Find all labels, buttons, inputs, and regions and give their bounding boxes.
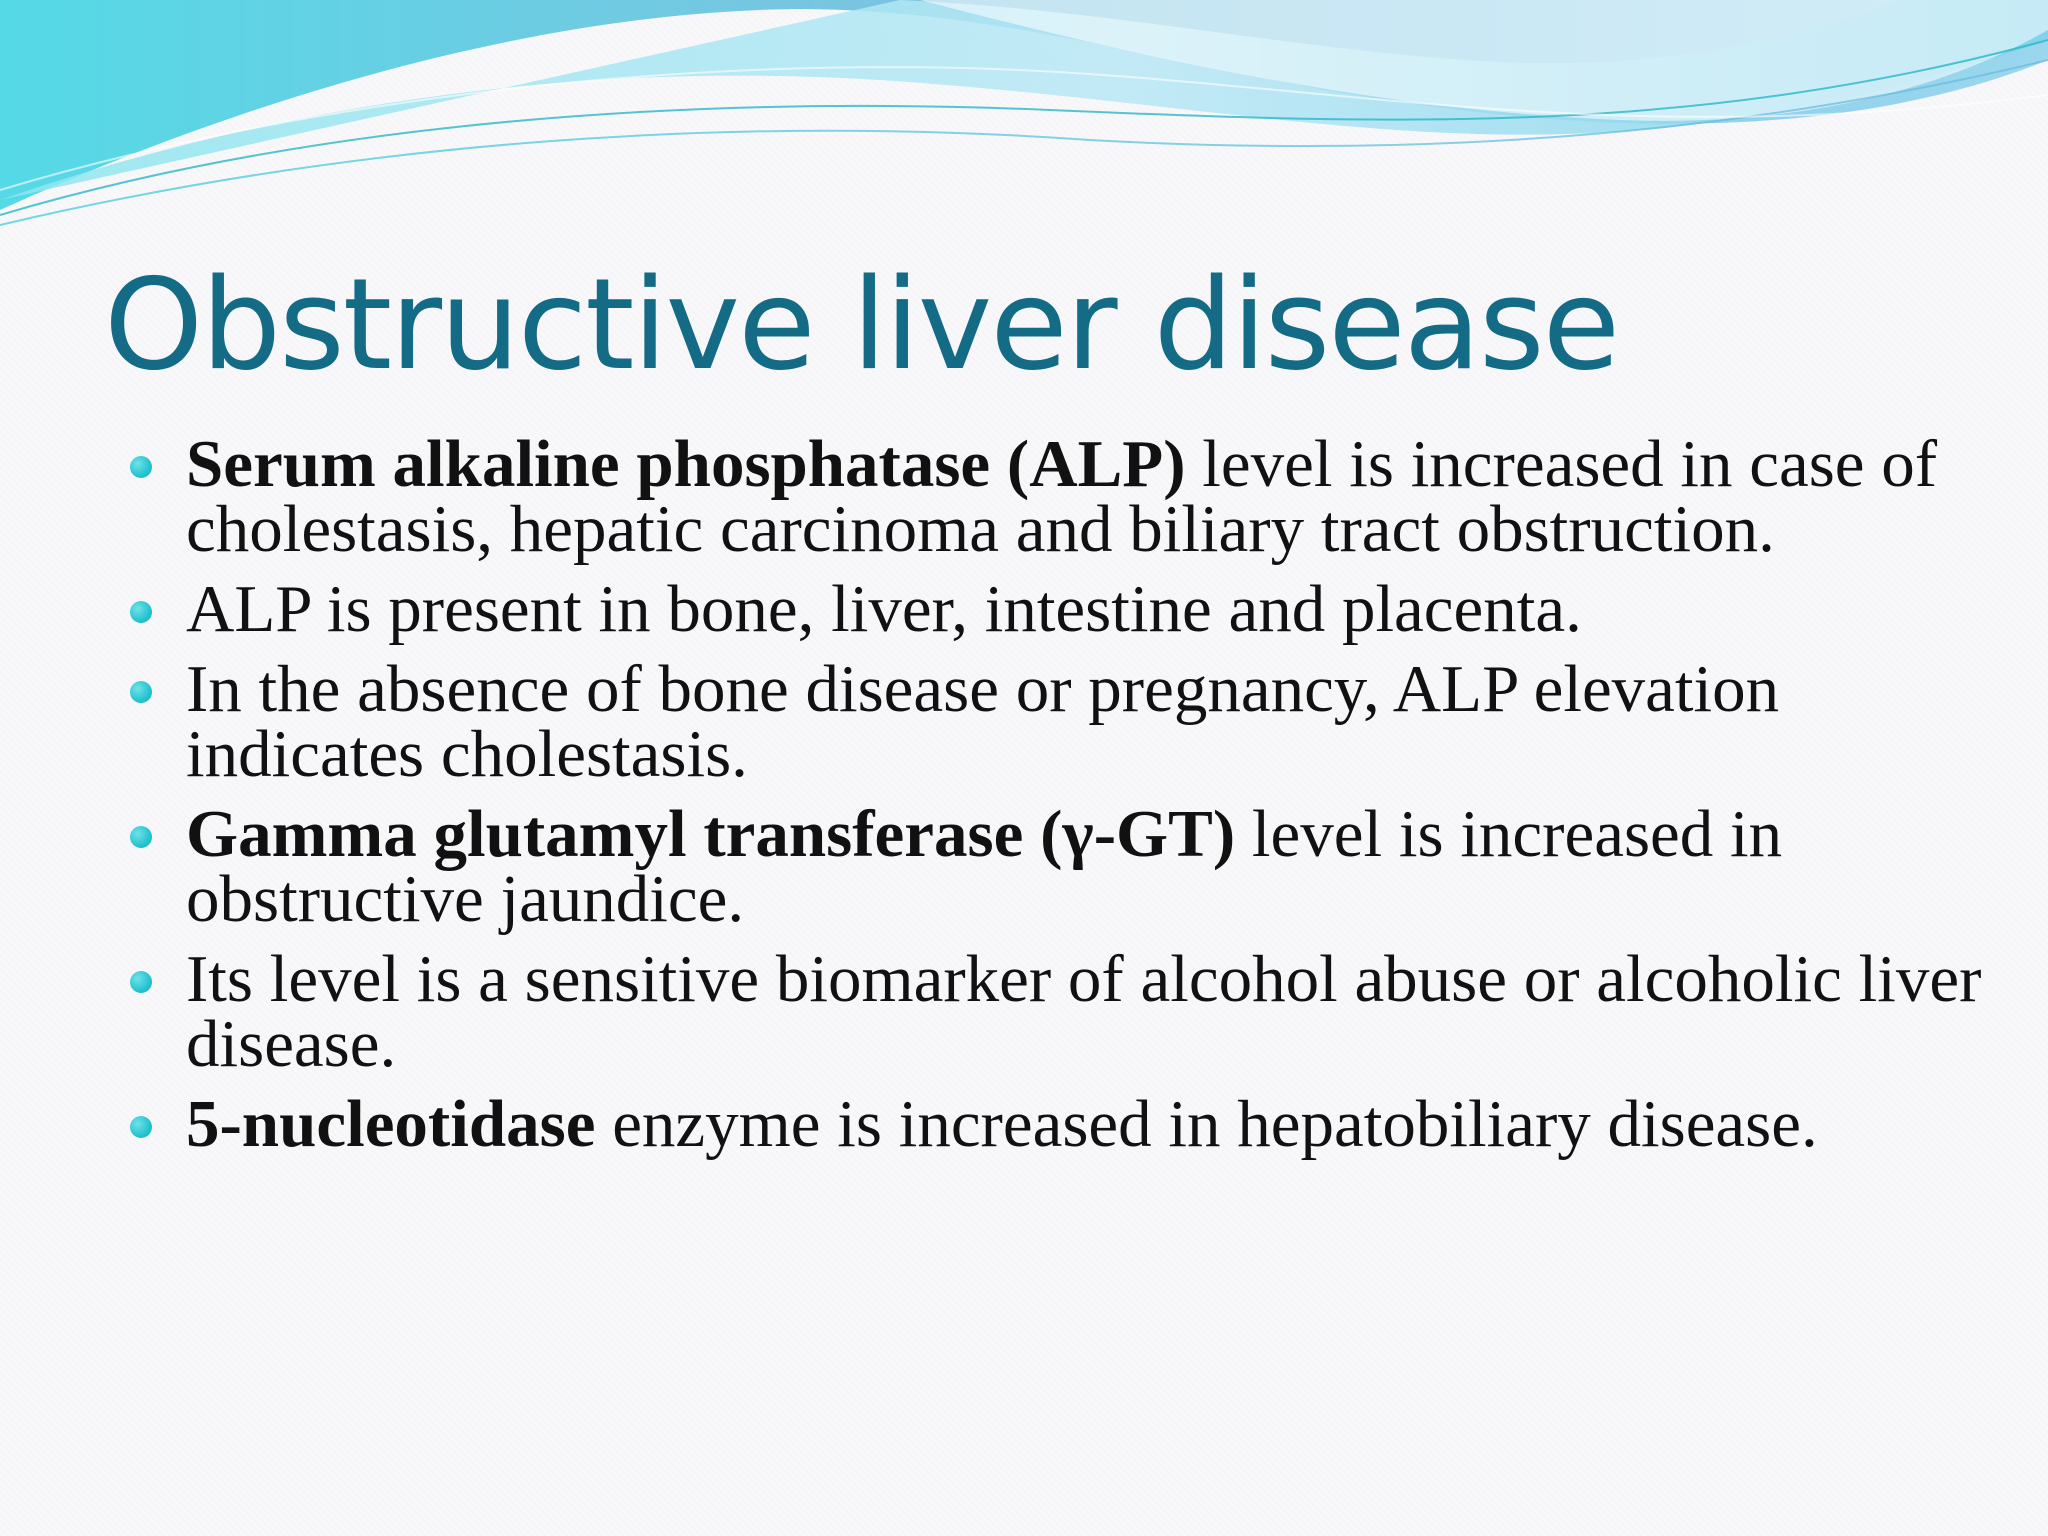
slide-title: Obstructive liver disease <box>104 251 1619 398</box>
bullet-dot-icon <box>130 456 152 478</box>
bullet-dot-icon <box>130 681 152 703</box>
bullet-dot-icon <box>130 601 152 623</box>
bullet-item <box>128 427 1998 566</box>
bullet-text: level is increased in case of cholestasis, hepatic carcinoma and biliary tract obstruction. <box>186 427 1938 566</box>
bullet-item <box>128 572 1998 646</box>
bullet-item <box>128 942 1998 1081</box>
bullet-dot-icon <box>130 971 152 993</box>
bullet-list <box>128 427 1998 1172</box>
bullet-bold-text: Gamma glutamyl transferase (γ-GT) <box>186 797 1236 871</box>
bullet-dot-icon <box>130 826 152 848</box>
bullet-text: level is increased in obstructive jaundice. <box>186 797 1783 936</box>
bullet-bold-text: 5-nucleotidase <box>186 1087 596 1161</box>
bullet-text: Its level is a sensitive biomarker of alcohol abuse or alcoholic liver disease. <box>186 942 1982 1081</box>
bullet-item <box>128 652 1998 791</box>
bullet-item <box>128 1087 1998 1161</box>
bullet-item <box>128 797 1998 936</box>
bullet-bold-text: Serum alkaline phosphatase (ALP) <box>186 427 1186 501</box>
bullet-text: enzyme is increased in hepatobiliary disease. <box>595 1087 1818 1161</box>
bullet-text: ALP is present in bone, liver, intestine and placenta. <box>186 572 1582 646</box>
bullet-text: In the absence of bone disease or pregnancy, ALP elevation indicates cholestasis. <box>186 652 1780 791</box>
wave-header-decoration <box>0 0 2048 240</box>
bullet-dot-icon <box>130 1116 152 1138</box>
